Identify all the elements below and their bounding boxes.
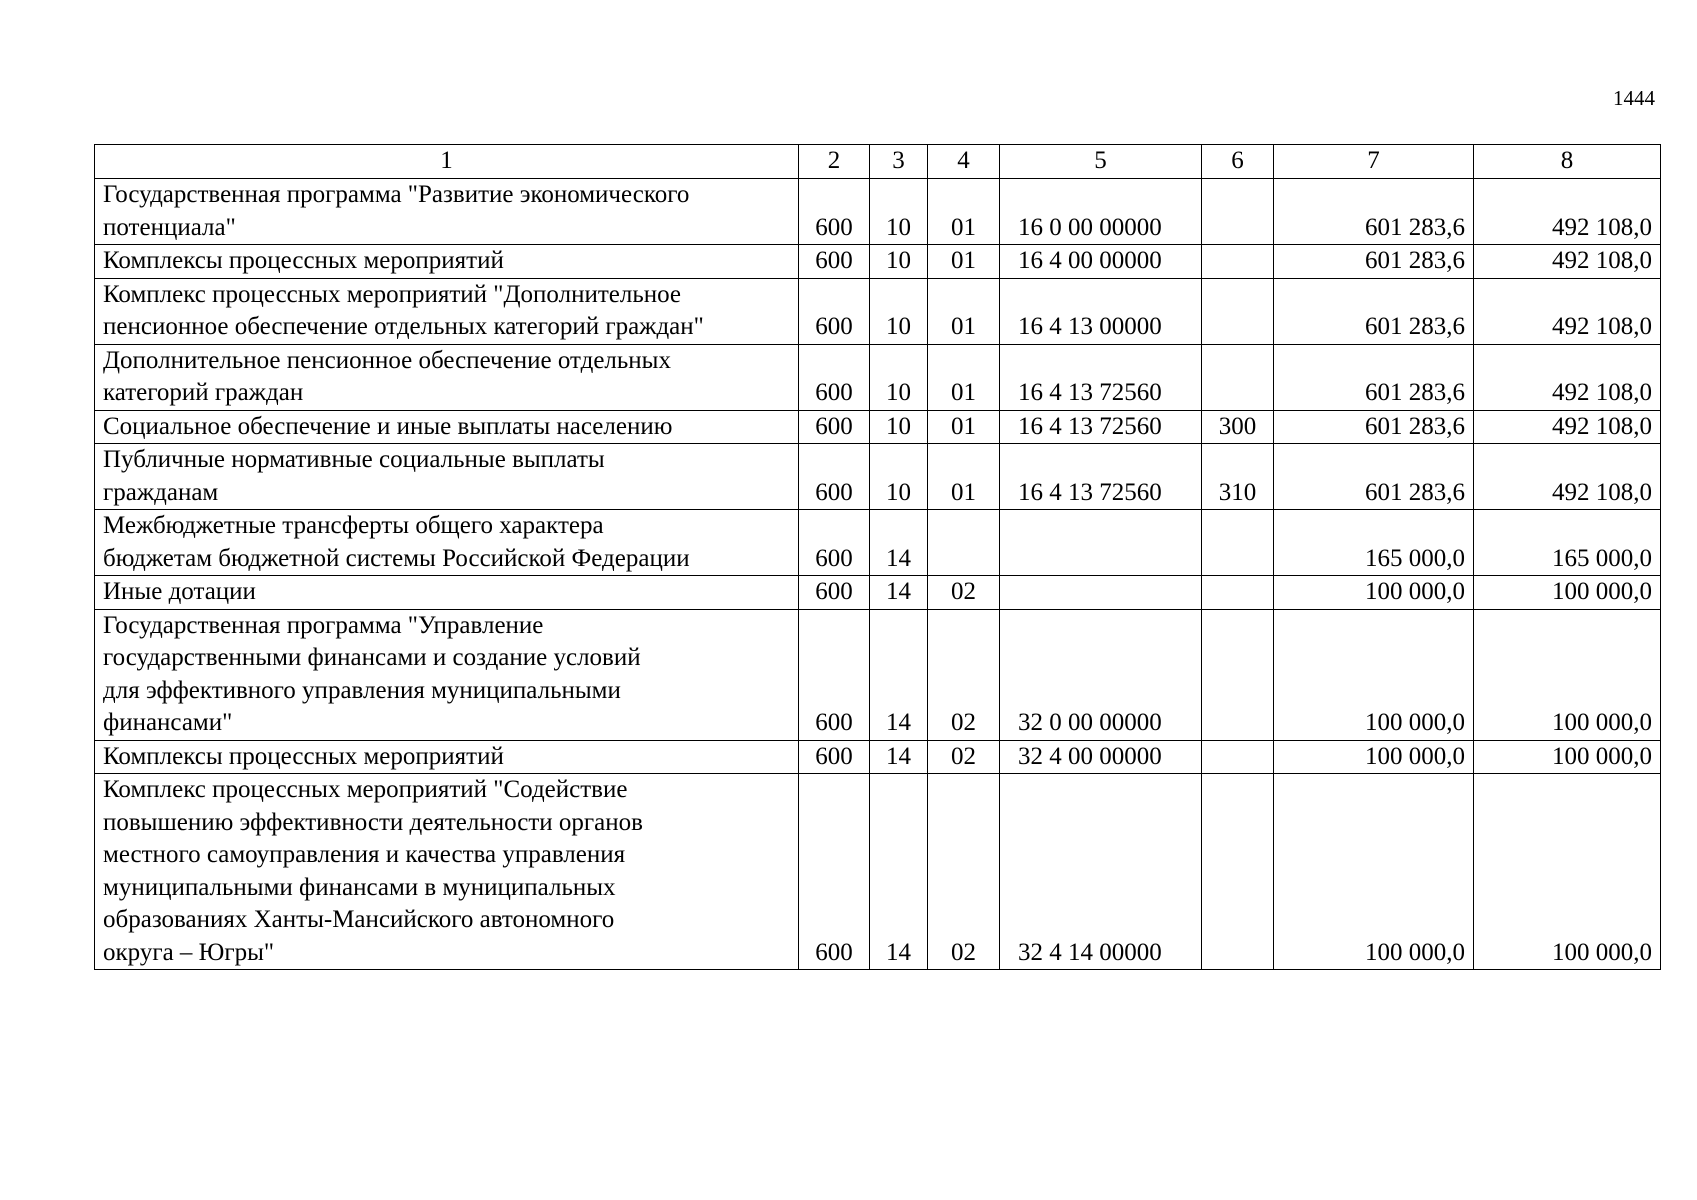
header-cell-4: 4 bbox=[928, 145, 1000, 179]
cell-amount-year-1: 100 000,0 bbox=[1274, 774, 1474, 970]
cell-section: 14 bbox=[870, 774, 928, 970]
cell-section: 14 bbox=[870, 510, 928, 576]
cell-target-article: 16 0 00 00000 bbox=[1000, 179, 1202, 245]
cell-name-line: потенциала" bbox=[103, 213, 236, 241]
cell-target-article: 32 4 00 00000 bbox=[1000, 740, 1202, 774]
cell-name bbox=[95, 774, 799, 970]
budget-table bbox=[94, 144, 1661, 970]
cell-subsection: 02 bbox=[928, 774, 1000, 970]
cell-expense-type bbox=[1202, 278, 1274, 344]
cell-subsection: 01 bbox=[928, 344, 1000, 410]
cell-section: 10 bbox=[870, 278, 928, 344]
cell-subsection: 01 bbox=[928, 179, 1000, 245]
cell-admin-code: 600 bbox=[799, 444, 870, 510]
cell-amount-year-1: 100 000,0 bbox=[1274, 740, 1474, 774]
cell-expense-type bbox=[1202, 774, 1274, 970]
cell-target-article: 32 0 00 00000 bbox=[1000, 609, 1202, 740]
cell-amount-year-2: 100 000,0 bbox=[1474, 740, 1661, 774]
header-cell-5: 5 bbox=[1000, 145, 1202, 179]
cell-name bbox=[95, 576, 799, 610]
cell-name bbox=[95, 510, 799, 576]
cell-subsection: 01 bbox=[928, 444, 1000, 510]
cell-name-line: пенсионное обеспечение отдельных категорий граждан" bbox=[103, 313, 704, 340]
cell-amount-year-1: 165 000,0 bbox=[1274, 510, 1474, 576]
cell-expense-type bbox=[1202, 576, 1274, 610]
page-number: 1444 bbox=[1613, 86, 1655, 110]
cell-admin-code: 600 bbox=[799, 774, 870, 970]
cell-name-line: образованиях Ханты-Мансийского автономного bbox=[103, 906, 615, 933]
table-row bbox=[95, 245, 1661, 279]
cell-name-line: государственными финансами и создание условий bbox=[103, 644, 641, 671]
cell-name-line: Государственная программа "Развитие экономического bbox=[103, 181, 690, 208]
table-row bbox=[95, 344, 1661, 410]
cell-name-line: Межбюджетные трансферты общего характера bbox=[103, 512, 604, 539]
cell-name-line: Комплексы процессных мероприятий bbox=[103, 742, 504, 770]
table-header-row bbox=[95, 145, 1661, 179]
cell-subsection: 02 bbox=[928, 609, 1000, 740]
header-cell-8: 8 bbox=[1474, 145, 1661, 179]
cell-amount-year-1: 601 283,6 bbox=[1274, 444, 1474, 510]
cell-section: 10 bbox=[870, 444, 928, 510]
cell-amount-year-1: 601 283,6 bbox=[1274, 278, 1474, 344]
cell-section: 14 bbox=[870, 740, 928, 774]
cell-target-article: 16 4 13 72560 bbox=[1000, 344, 1202, 410]
cell-amount-year-1: 100 000,0 bbox=[1274, 609, 1474, 740]
cell-section: 14 bbox=[870, 609, 928, 740]
cell-admin-code: 600 bbox=[799, 278, 870, 344]
cell-expense-type: 310 bbox=[1202, 444, 1274, 510]
cell-target-article: 16 4 13 72560 bbox=[1000, 410, 1202, 444]
cell-amount-year-2: 100 000,0 bbox=[1474, 609, 1661, 740]
cell-amount-year-2: 492 108,0 bbox=[1474, 410, 1661, 444]
cell-name-line: округа – Югры" bbox=[103, 938, 275, 966]
cell-subsection: 01 bbox=[928, 278, 1000, 344]
cell-section: 10 bbox=[870, 245, 928, 279]
header-cell-7: 7 bbox=[1274, 145, 1474, 179]
table-row bbox=[95, 609, 1661, 740]
cell-subsection: 01 bbox=[928, 245, 1000, 279]
cell-admin-code: 600 bbox=[799, 410, 870, 444]
cell-amount-year-2: 492 108,0 bbox=[1474, 278, 1661, 344]
cell-name bbox=[95, 344, 799, 410]
cell-subsection: 02 bbox=[928, 576, 1000, 610]
cell-amount-year-1: 601 283,6 bbox=[1274, 245, 1474, 279]
cell-name-line: Дополнительное пенсионное обеспечение отдельных bbox=[103, 346, 671, 374]
cell-target-article: 32 4 14 00000 bbox=[1000, 774, 1202, 970]
cell-expense-type bbox=[1202, 179, 1274, 245]
table-row bbox=[95, 410, 1661, 444]
cell-amount-year-1: 601 283,6 bbox=[1274, 179, 1474, 245]
cell-admin-code: 600 bbox=[799, 609, 870, 740]
cell-name-line: Иные дотации bbox=[103, 578, 256, 605]
cell-name-line: Публичные нормативные социальные выплаты bbox=[103, 446, 605, 473]
cell-subsection: 01 bbox=[928, 410, 1000, 444]
cell-name bbox=[95, 278, 799, 344]
cell-admin-code: 600 bbox=[799, 510, 870, 576]
cell-target-article: 16 4 13 72560 bbox=[1000, 444, 1202, 510]
cell-name-line: Комплексы процессных мероприятий bbox=[103, 247, 504, 274]
header-cell-2: 2 bbox=[799, 145, 870, 179]
cell-target-article bbox=[1000, 576, 1202, 610]
cell-subsection bbox=[928, 510, 1000, 576]
cell-section: 14 bbox=[870, 576, 928, 610]
cell-name-line: муниципальными финансами в муниципальных bbox=[103, 873, 616, 901]
cell-name-line: финансами" bbox=[103, 709, 233, 736]
cell-amount-year-1: 601 283,6 bbox=[1274, 410, 1474, 444]
cell-amount-year-2: 492 108,0 bbox=[1474, 179, 1661, 245]
table-body bbox=[95, 145, 1661, 970]
cell-subsection: 02 bbox=[928, 740, 1000, 774]
header-cell-3: 3 bbox=[870, 145, 928, 179]
cell-name-line: Комплекс процессных мероприятий "Содействие bbox=[103, 776, 628, 803]
cell-name-line: для эффективного управления муниципальными bbox=[103, 676, 621, 704]
table-row bbox=[95, 576, 1661, 610]
cell-expense-type bbox=[1202, 245, 1274, 279]
cell-amount-year-2: 492 108,0 bbox=[1474, 344, 1661, 410]
cell-expense-type bbox=[1202, 344, 1274, 410]
cell-expense-type: 300 bbox=[1202, 410, 1274, 444]
cell-amount-year-1: 100 000,0 bbox=[1274, 576, 1474, 610]
cell-section: 10 bbox=[870, 344, 928, 410]
cell-name bbox=[95, 444, 799, 510]
cell-section: 10 bbox=[870, 179, 928, 245]
cell-name-line: Комплекс процессных мероприятий "Дополнительное bbox=[103, 280, 682, 308]
cell-amount-year-2: 100 000,0 bbox=[1474, 774, 1661, 970]
cell-amount-year-2: 100 000,0 bbox=[1474, 576, 1661, 610]
cell-name bbox=[95, 410, 799, 444]
table-row bbox=[95, 444, 1661, 510]
header-cell-6: 6 bbox=[1202, 145, 1274, 179]
cell-target-article bbox=[1000, 510, 1202, 576]
cell-amount-year-2: 492 108,0 bbox=[1474, 245, 1661, 279]
cell-name-line: бюджетам бюджетной системы Российской Федерации bbox=[103, 544, 690, 572]
cell-name-line: категорий граждан bbox=[103, 379, 304, 406]
cell-expense-type bbox=[1202, 740, 1274, 774]
cell-name-line: Государственная программа "Управление bbox=[103, 611, 544, 639]
cell-admin-code: 600 bbox=[799, 740, 870, 774]
cell-name bbox=[95, 179, 799, 245]
cell-name bbox=[95, 245, 799, 279]
cell-admin-code: 600 bbox=[799, 576, 870, 610]
cell-section: 10 bbox=[870, 410, 928, 444]
cell-admin-code: 600 bbox=[799, 245, 870, 279]
header-cell-1: 1 bbox=[95, 145, 799, 179]
cell-name-line: Социальное обеспечение и иные выплаты населению bbox=[103, 412, 673, 440]
table-row bbox=[95, 510, 1661, 576]
cell-name-line: местного самоуправления и качества управления bbox=[103, 841, 626, 868]
cell-name-line: гражданам bbox=[103, 478, 219, 506]
cell-name-line: повышению эффективности деятельности органов bbox=[103, 808, 643, 836]
cell-target-article: 16 4 13 00000 bbox=[1000, 278, 1202, 344]
cell-expense-type bbox=[1202, 609, 1274, 740]
cell-amount-year-1: 601 283,6 bbox=[1274, 344, 1474, 410]
cell-admin-code: 600 bbox=[799, 179, 870, 245]
cell-amount-year-2: 165 000,0 bbox=[1474, 510, 1661, 576]
table-row bbox=[95, 179, 1661, 245]
cell-name bbox=[95, 740, 799, 774]
cell-expense-type bbox=[1202, 510, 1274, 576]
table-row bbox=[95, 774, 1661, 970]
table-row bbox=[95, 278, 1661, 344]
table-row bbox=[95, 740, 1661, 774]
cell-amount-year-2: 492 108,0 bbox=[1474, 444, 1661, 510]
cell-admin-code: 600 bbox=[799, 344, 870, 410]
cell-target-article: 16 4 00 00000 bbox=[1000, 245, 1202, 279]
cell-name bbox=[95, 609, 799, 740]
